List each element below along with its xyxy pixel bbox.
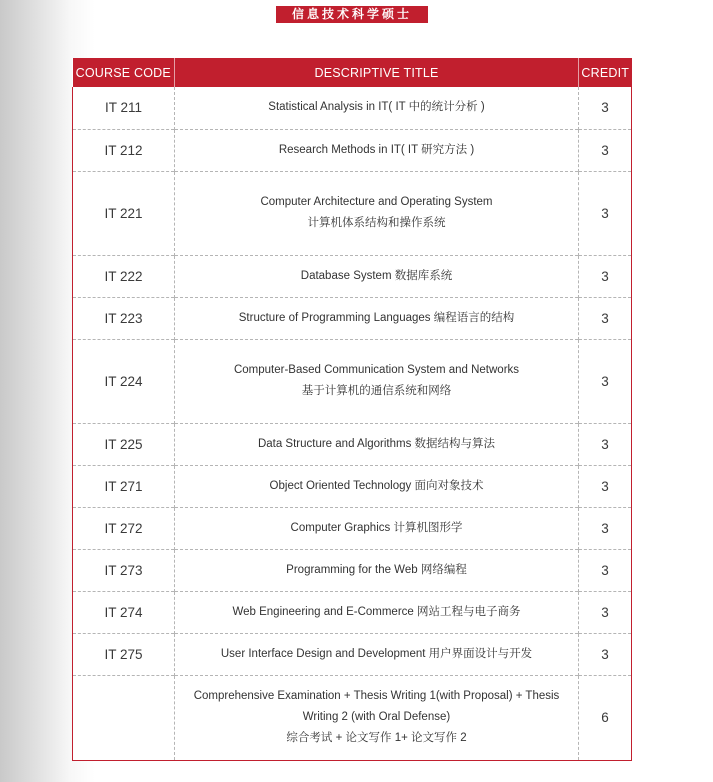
- course-title-cell: [175, 339, 579, 423]
- course-code-cell: IT 224: [73, 339, 175, 423]
- course-code-cell: IT 273: [73, 549, 175, 591]
- course-code-cell: IT 274: [73, 591, 175, 633]
- header-credit: CREDIT: [579, 58, 632, 87]
- credit-cell: 3: [579, 507, 632, 549]
- table-row: [73, 255, 632, 297]
- credit-cell: 3: [579, 339, 632, 423]
- course-title-line: Structure of Programming Languages 编程语言的结构: [238, 311, 515, 324]
- course-title-line: 综合考试 + 论文写作 1+ 论文写作 2: [286, 732, 467, 744]
- credit-cell: 3: [579, 591, 632, 633]
- table-row: [73, 633, 632, 675]
- course-title-line: Computer Graphics 计算机图形学: [290, 521, 463, 534]
- course-code-cell: [73, 675, 175, 760]
- credit-cell: 3: [579, 423, 632, 465]
- credit-cell: 3: [579, 255, 632, 297]
- table-header-row: [73, 58, 632, 87]
- course-title-line: User Interface Design and Development 用户界面设计与开发: [220, 647, 533, 660]
- course-code-cell: IT 271: [73, 465, 175, 507]
- course-code-cell: IT 272: [73, 507, 175, 549]
- table-row: [73, 171, 632, 255]
- course-code-cell: IT 223: [73, 297, 175, 339]
- course-title-cell: [175, 255, 579, 297]
- course-title-cell: [175, 507, 579, 549]
- course-title-cell: [175, 87, 579, 129]
- table-row: [73, 591, 632, 633]
- course-title-line: Comprehensive Examination + Thesis Writing 1(with Proposal) + Thesis: [193, 690, 560, 702]
- header-course-code: COURSE CODE: [73, 58, 175, 87]
- table-row: [73, 423, 632, 465]
- table-row: [73, 675, 632, 760]
- course-title-line: 基于计算机的通信系统和网络: [301, 385, 452, 397]
- course-title-line: Web Engineering and E-Commerce 网站工程与电子商务: [232, 605, 521, 618]
- course-code-cell: IT 275: [73, 633, 175, 675]
- course-title-cell: [175, 465, 579, 507]
- course-code-cell: IT 225: [73, 423, 175, 465]
- course-code-cell: IT 212: [73, 129, 175, 171]
- credit-cell: 3: [579, 633, 632, 675]
- table-row: [73, 339, 632, 423]
- course-title-cell: [175, 171, 579, 255]
- table-row: [73, 549, 632, 591]
- course-title-line: Research Methods in IT( IT 研究方法 ): [278, 143, 475, 156]
- course-title-cell: [175, 423, 579, 465]
- credit-cell: 6: [579, 675, 632, 760]
- header-descriptive-title: DESCRIPTIVE TITLE: [175, 58, 579, 87]
- course-title-line: Object Oriented Technology 面向对象技术: [269, 479, 484, 492]
- course-title-line: Database System 数据库系统: [300, 269, 453, 282]
- course-title-line: Data Structure and Algorithms 数据结构与算法: [257, 437, 496, 450]
- credit-cell: 3: [579, 549, 632, 591]
- credit-cell: 3: [579, 465, 632, 507]
- course-title-cell: [175, 633, 579, 675]
- course-code-cell: IT 222: [73, 255, 175, 297]
- table-row: [73, 297, 632, 339]
- course-title-line: Computer-Based Communication System and Networks: [233, 364, 520, 376]
- course-title-line: Writing 2 (with Oral Defense): [302, 711, 451, 723]
- course-title-line: Statistical Analysis in IT( IT 中的统计分析 ): [268, 101, 485, 114]
- course-title-cell: [175, 591, 579, 633]
- course-title-cell: [175, 675, 579, 760]
- credit-cell: 3: [579, 87, 632, 129]
- course-title-cell: [175, 129, 579, 171]
- credit-cell: 3: [579, 171, 632, 255]
- table-row: [73, 507, 632, 549]
- credit-cell: 3: [579, 297, 632, 339]
- course-code-cell: IT 211: [73, 87, 175, 129]
- program-title-banner: 信息技术科学硕士: [276, 6, 428, 23]
- table-row: [73, 87, 632, 129]
- course-title-cell: [175, 549, 579, 591]
- table-row: [73, 129, 632, 171]
- course-title-line: 计算机体系结构和操作系统: [307, 217, 446, 229]
- course-code-cell: IT 221: [73, 171, 175, 255]
- course-table: [72, 58, 632, 761]
- course-title-line: Computer Architecture and Operating System: [260, 196, 493, 208]
- credit-cell: 3: [579, 129, 632, 171]
- course-title-cell: [175, 297, 579, 339]
- table-row: [73, 465, 632, 507]
- course-title-line: Programming for the Web 网络编程: [286, 563, 467, 576]
